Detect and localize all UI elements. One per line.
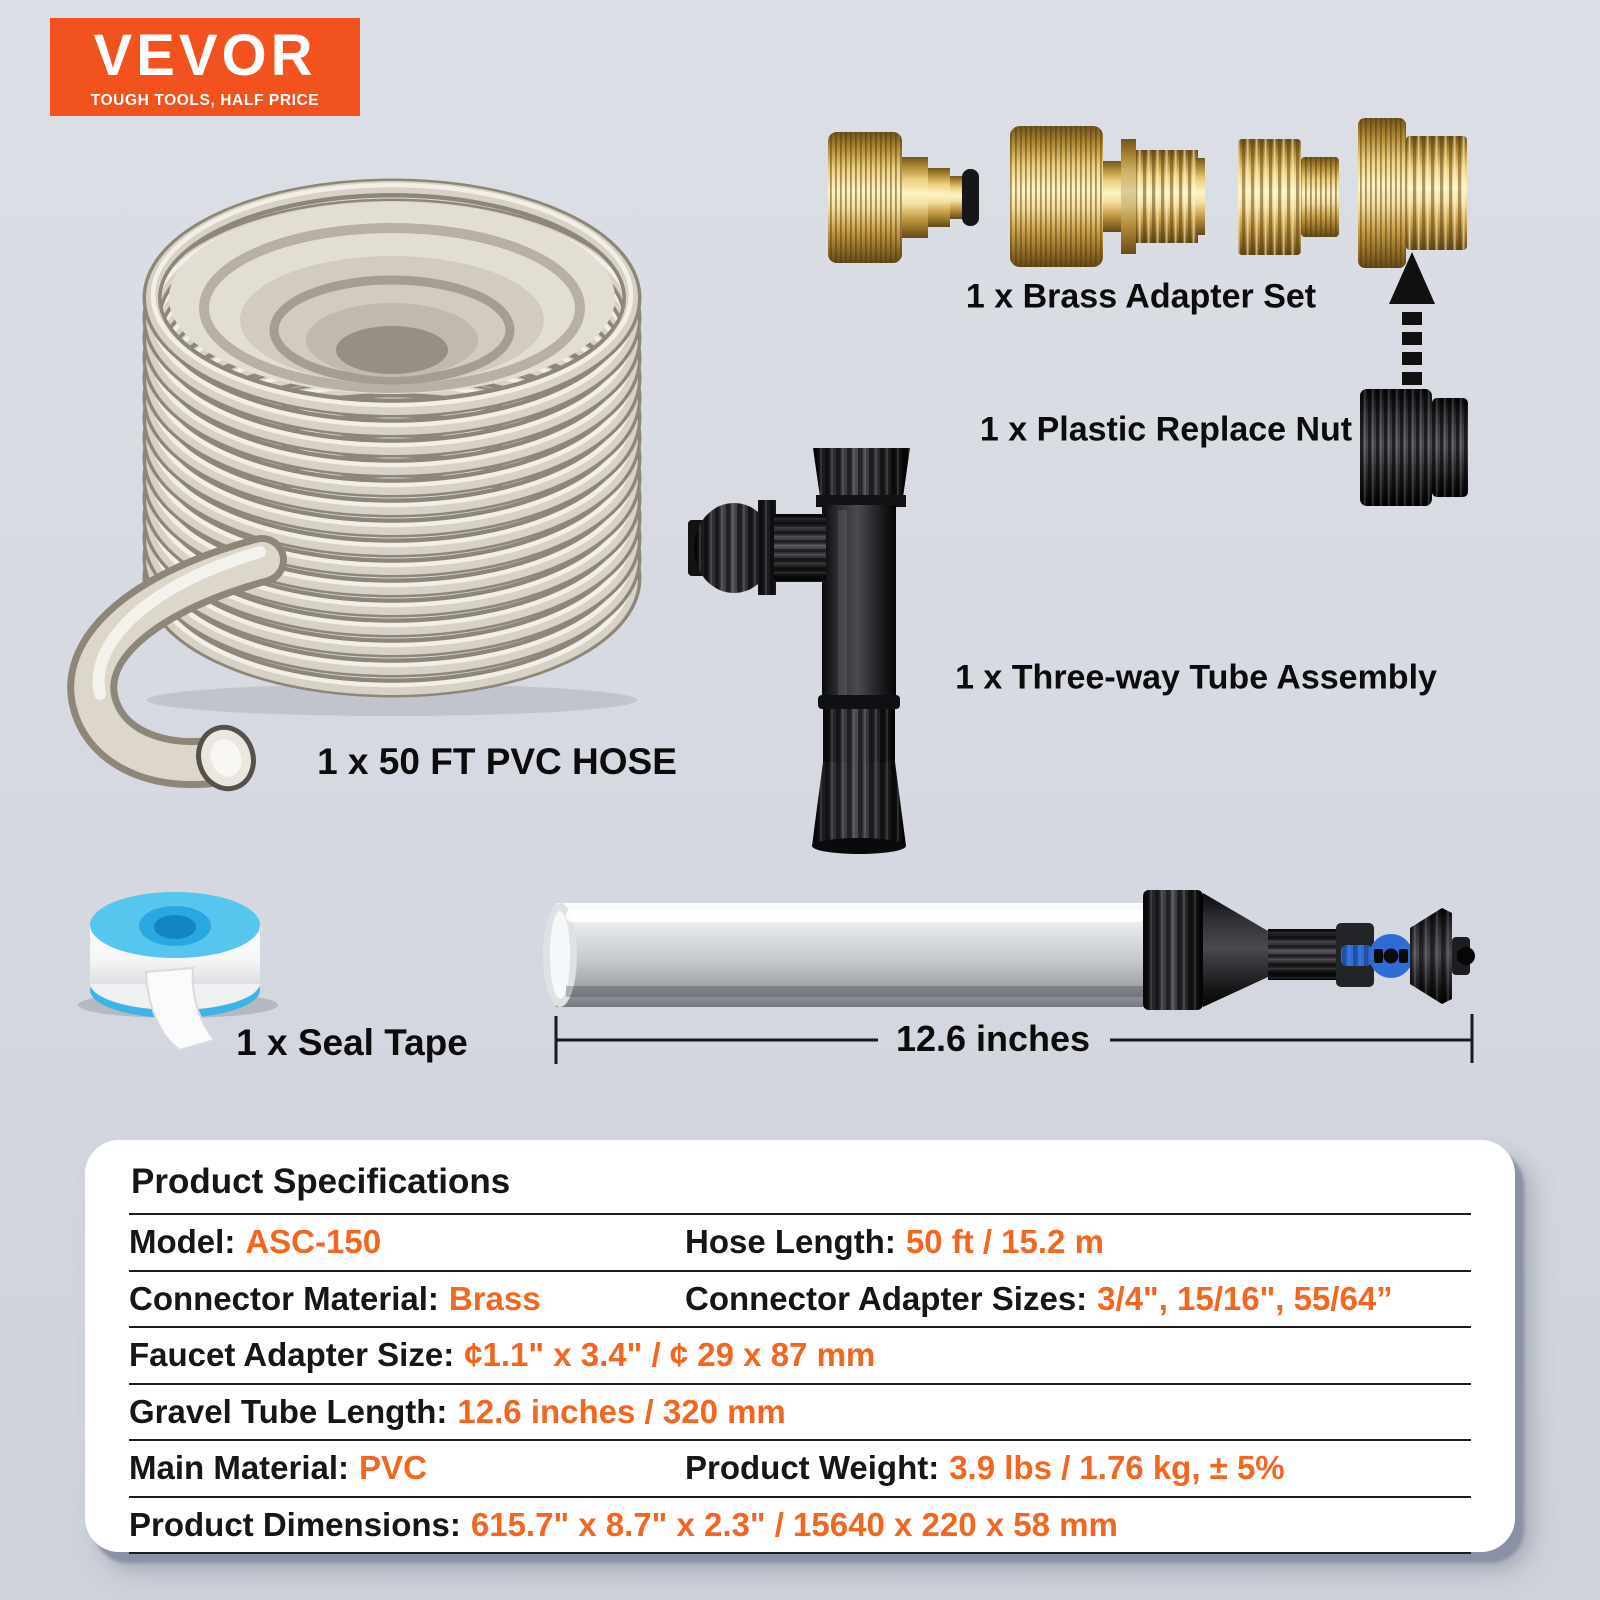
spec-cell-model: Model: ASC-150 <box>129 1223 382 1261</box>
brand-logo <box>50 18 360 116</box>
three-way-tube-label: 1 x Three-way Tube Assembly <box>955 658 1437 697</box>
spec-row <box>129 1272 1471 1329</box>
three-way-tube-image <box>688 448 910 854</box>
seal-tape-label: 1 x Seal Tape <box>236 1022 468 1063</box>
plastic-replace-nut-label: 1 x Plastic Replace Nut <box>979 410 1353 449</box>
brand-tagline: TOUGH TOOLS, HALF PRICE <box>90 92 320 109</box>
hose-label: 1 x 50 FT PVC HOSE <box>317 741 677 782</box>
spec-row <box>129 1441 1471 1498</box>
spec-panel <box>85 1140 1515 1552</box>
brand-name: VEVOR <box>93 23 317 88</box>
spec-cell-gravel-tube-length: Gravel Tube Length: 12.6 inches / 320 mm <box>129 1392 786 1430</box>
spec-cell-connector-adapter-sizes: Connector Adapter Sizes: 3/4", 15/16", 55/64” <box>685 1279 1393 1317</box>
brass-adapter-set-image <box>828 118 1467 268</box>
gravel-tube-image <box>543 890 1475 1010</box>
spec-row <box>129 1385 1471 1442</box>
plastic-nut-image <box>1360 389 1468 506</box>
spec-cell-hose-length: Hose Length: 50 ft / 15.2 m <box>685 1223 1104 1261</box>
spec-row <box>129 1328 1471 1385</box>
spec-cell-product-dimensions: Product Dimensions: 615.7" x 8.7" x 2.3" / 15640 x 220 x 58 mm <box>129 1505 1118 1543</box>
spec-row <box>129 1215 1471 1272</box>
up-arrow-icon <box>1389 252 1435 385</box>
spec-cell-connector-material: Connector Material: Brass <box>129 1279 541 1317</box>
tube-length-label: 12.6 inches <box>895 1018 1091 1059</box>
brass-adapter-set-label: 1 x Brass Adapter Set <box>965 277 1317 316</box>
pvc-hose-image <box>92 185 637 796</box>
spec-cell-product-weight: Product Weight: 3.9 lbs / 1.76 kg, ± 5% <box>685 1449 1285 1487</box>
spec-title: Product Specifications <box>129 1154 1471 1215</box>
spec-cell-faucet-adapter-size: Faucet Adapter Size: ¢1.1" x 3.4" / ¢ 29 x 87 mm <box>129 1336 876 1374</box>
spec-row <box>129 1498 1471 1555</box>
spec-cell-main-material: Main Material: PVC <box>129 1449 427 1487</box>
